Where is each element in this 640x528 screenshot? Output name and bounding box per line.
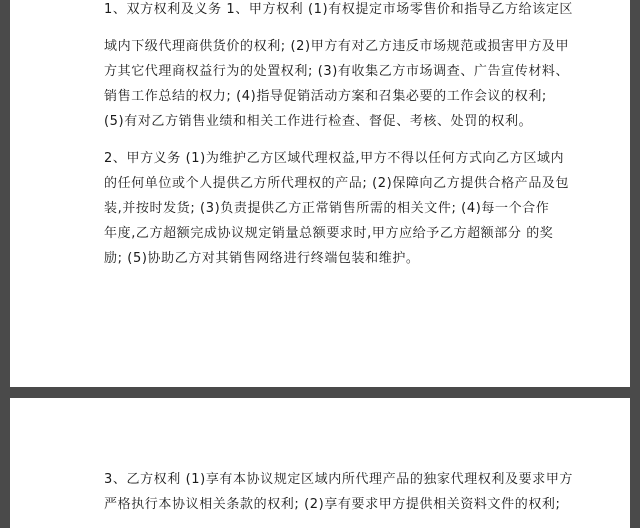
- text-line: 装,并按时发货; (3)负责提供乙方正常销售所需的相关文件; (4)每一个合作: [104, 201, 550, 216]
- text-line: 2、甲方义务 (1)为维护乙方区域代理权益,甲方不得以任何方式向乙方区域内: [104, 151, 565, 166]
- text-line: 年度,乙方超额完成协议规定销量总额要求时,甲方应给予乙方超额部分 的奖: [104, 226, 554, 241]
- text-line: 1、双方权利及义务 1、甲方权利 (1)有权提定市场零售价和指导乙方给该定区: [104, 2, 574, 17]
- text-line: 3、乙方权利 (1)享有本协议规定区域内所代理产品的独家代理权利及要求甲方: [104, 472, 574, 487]
- page-separator: [0, 387, 640, 398]
- document-page-1: [10, 0, 630, 387]
- text-line: 严格执行本协议相关条款的权利; (2)享有要求甲方提供相关资料文件的权利;: [104, 497, 561, 512]
- text-line: 励; (5)协助乙方对其销售网络进行终端包装和维护。: [104, 251, 420, 266]
- text-line: 销售工作总结的权力; (4)指导促销活动方案和召集必要的工作会议的权利;: [104, 89, 547, 104]
- text-line: 方其它代理商权益行为的处置权利; (3)有收集乙方市场调查、广告宣传材料、: [104, 64, 570, 79]
- document-page-2: [10, 398, 630, 528]
- text-line: 的任何单位或个人提供乙方所代理权的产品; (2)保障向乙方提供合格产品及包: [104, 176, 570, 191]
- text-line: 域内下级代理商供货价的权利; (2)甲方有对乙方违反市场规范或损害甲方及甲: [104, 39, 570, 54]
- text-line: (5)有对乙方销售业绩和相关工作进行检查、督促、考核、处罚的权利。: [104, 114, 533, 129]
